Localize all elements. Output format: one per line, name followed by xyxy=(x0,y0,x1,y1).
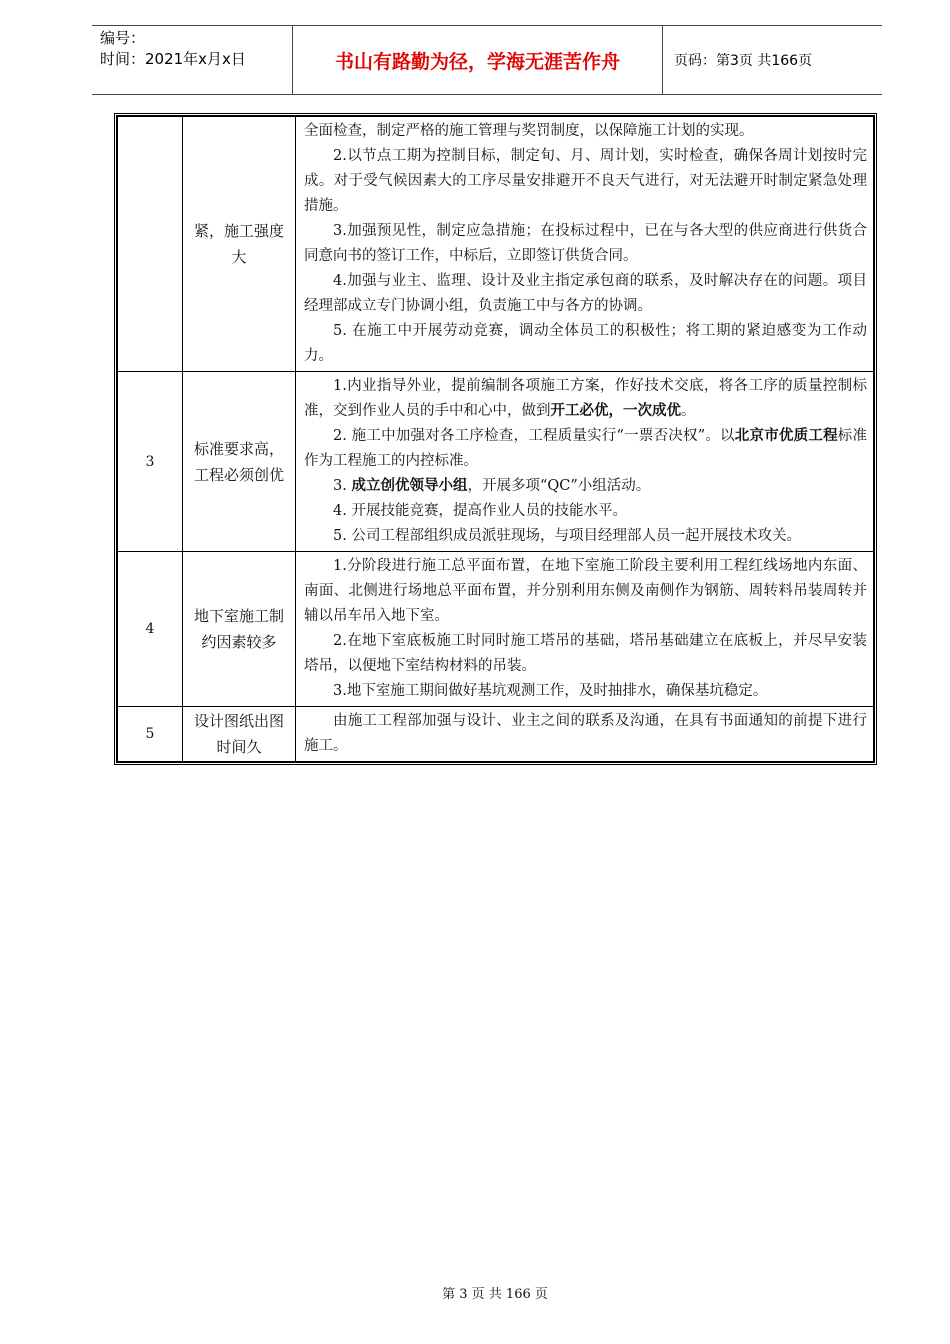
measure-paragraph xyxy=(304,269,867,319)
table-row xyxy=(118,552,874,707)
row-category: 标准要求高，工程必须创优 xyxy=(183,372,296,552)
measure-paragraph xyxy=(304,629,867,679)
header-page-info: 页码：第3页 共166页 xyxy=(674,53,813,69)
emphasis-text: 北京市优质工程 xyxy=(734,428,838,444)
paragraph-text: 4.加强与业主、监理、设计及业主指定承包商的联系，及时解决存在的问题。项目经理部成立专门协调小组，负责施工中与各方的协调。 xyxy=(304,273,867,314)
paragraph-text: 5. 公司工程部组织成员派驻现场，与项目经理部人员一起开展技术攻关。 xyxy=(333,528,801,544)
measure-paragraph xyxy=(304,319,867,369)
paragraph-text: 。 xyxy=(681,403,696,419)
measure-paragraph xyxy=(304,119,867,144)
paragraph-text: 3.加强预见性，制定应急措施；在投标过程中，已在与各大型的供应商进行供货合同意向书的签订工作，中标后，立即签订供货合同。 xyxy=(304,223,867,264)
row-category: 地下室施工制约因素较多 xyxy=(183,552,296,707)
paragraph-text: ，开展多项“QC”小组活动。 xyxy=(467,478,651,494)
row-measures xyxy=(296,707,874,762)
row-category: 设计图纸出图时间久 xyxy=(183,707,296,762)
paragraph-text: 3.地下室施工期间做好基坑观测工作，及时抽排水，确保基坑稳定。 xyxy=(333,683,768,699)
emphasis-text: 成立创优领导小组 xyxy=(351,478,468,494)
table-row xyxy=(118,372,874,552)
measure-paragraph xyxy=(304,424,867,474)
paragraph-text: 2. 施工中加强对各工序检查，工程质量实行“一票否决权”。以 xyxy=(333,428,735,444)
paragraph-text: 3. xyxy=(333,478,352,494)
paragraph-text: 2.以节点工期为控制目标，制定旬、月、周计划，实时检查，确保各周计划按时完成。对于受气候因素大的工序尽量安排避开不良天气进行，对无法避开时制定紧急处理措施。 xyxy=(304,148,867,214)
measure-paragraph xyxy=(304,499,867,524)
row-number: 4 xyxy=(118,552,183,707)
row-measures xyxy=(296,117,874,372)
document-number-label: 编号： xyxy=(100,29,146,47)
measure-paragraph xyxy=(304,554,867,629)
row-number: 5 xyxy=(118,707,183,762)
paragraph-text: 全面检查，制定严格的施工管理与奖罚制度，以保障施工计划的实现。 xyxy=(304,123,754,139)
measures-table xyxy=(114,113,877,765)
paragraph-text: 2.在地下室底板施工时同时施工塔吊的基础，塔吊基础建立在底板上，并尽早安装塔吊，以便地下室结构材料的吊装。 xyxy=(304,633,867,674)
page-header xyxy=(92,25,882,95)
page-footer: 第 3 页 共 166 页 xyxy=(442,1287,548,1302)
row-measures xyxy=(296,372,874,552)
paragraph-text: 标准作为工程施工的内控标准。 xyxy=(304,428,868,469)
document-date-label: 时间：2021年x月x日 xyxy=(100,50,246,68)
paragraph-text: 5. 在施工中开展劳动竞赛，调动全体员工的积极性；将工期的紧迫感变为工作动力。 xyxy=(304,323,867,364)
measure-paragraph xyxy=(304,219,867,269)
table-row xyxy=(118,117,874,372)
measure-paragraph xyxy=(304,679,867,704)
header-motto: 书山有路勤为径，学海无涯苦作舟 xyxy=(334,50,620,73)
paragraph-text: 1.分阶段进行施工总平面布置，在地下室施工阶段主要利用工程红线场地内东面、南面、北侧进行场地总平面布置，并分别利用东侧及南侧作为钢筋、周转料吊装周转并辅以吊车吊入地下室。 xyxy=(304,558,867,624)
row-measures xyxy=(296,552,874,707)
measure-paragraph xyxy=(304,709,867,759)
row-category: 紧，施工强度大 xyxy=(183,117,296,372)
measure-paragraph xyxy=(304,474,867,499)
header-divider xyxy=(662,26,663,94)
header-meta xyxy=(100,28,290,70)
measure-paragraph xyxy=(304,144,867,219)
paragraph-text: 由施工工程部加强与设计、业主之间的联系及沟通，在具有书面通知的前提下进行施工。 xyxy=(304,713,867,754)
paragraph-text: 4. 开展技能竞赛，提高作业人员的技能水平。 xyxy=(333,503,627,519)
emphasis-text: 开工必优，一次成优 xyxy=(550,403,681,419)
measure-paragraph xyxy=(304,374,867,424)
row-number: 3 xyxy=(118,372,183,552)
paragraph-text: 1.内业指导外业，提前编制各项施工方案，作好技术交底，将各工序的质量控制标准，交到作业人员的手中和心中，做到 xyxy=(304,378,867,419)
measure-paragraph xyxy=(304,524,867,549)
measures-table-body xyxy=(118,117,874,762)
table-row xyxy=(118,707,874,762)
row-number xyxy=(118,117,183,372)
